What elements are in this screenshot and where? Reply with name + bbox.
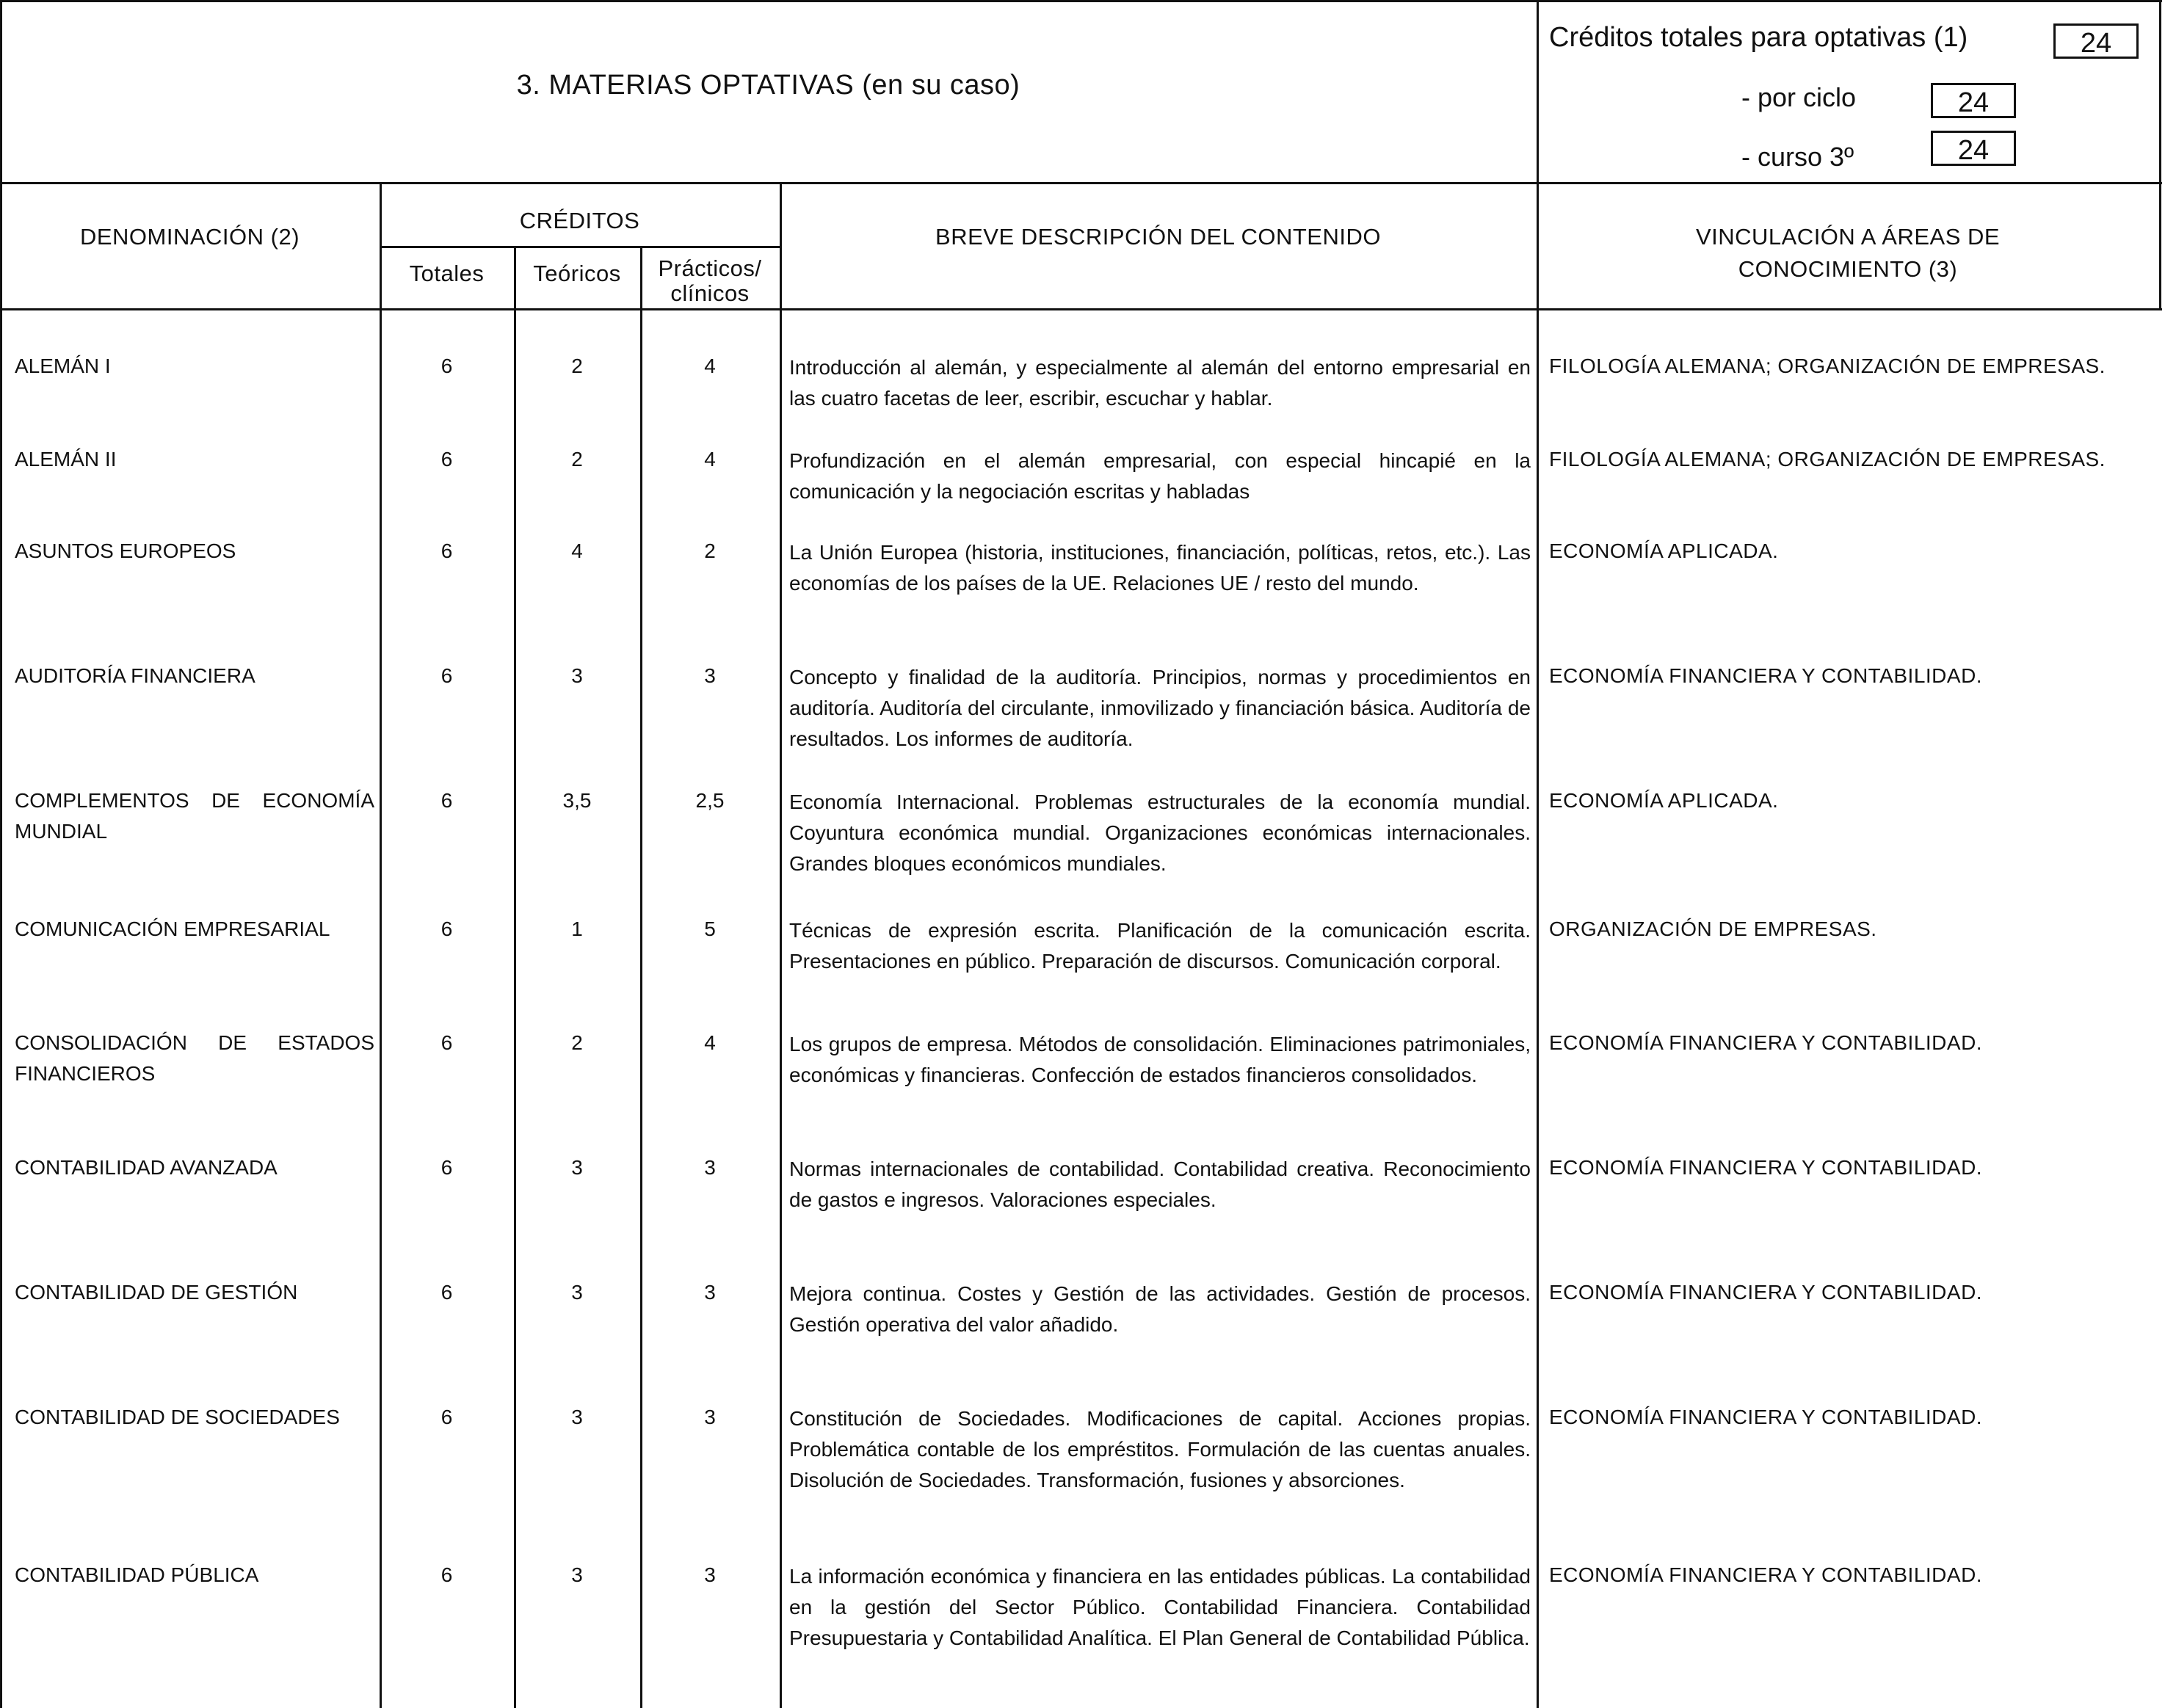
subject-name: COMPLEMENTOS DE ECONOMÍA MUNDIAL — [15, 789, 374, 843]
subject-name: COMUNICACIÓN EMPRESARIAL — [15, 917, 330, 940]
credits-practicos: 4 — [704, 355, 716, 377]
header-teoricos: Teóricos — [533, 261, 621, 286]
credits-practicos: 3 — [704, 1406, 716, 1428]
subject-name: ALEMÁN II — [15, 448, 117, 470]
credits-teoricos: 2 — [571, 355, 583, 377]
knowledge-area: FILOLOGÍA ALEMANA; ORGANIZACIÓN DE EMPRESAS. — [1549, 355, 2106, 377]
title-separator — [0, 182, 2162, 184]
credits-practicos: 4 — [704, 448, 716, 470]
header-creditos: CRÉDITOS — [519, 208, 640, 233]
knowledge-area: FILOLOGÍA ALEMANA; ORGANIZACIÓN DE EMPRESAS. — [1549, 448, 2106, 470]
total-credits-box: 24 — [2053, 23, 2139, 59]
course-box: 24 — [1931, 131, 2016, 166]
credits-totales: 6 — [440, 355, 453, 377]
knowledge-area: ECONOMÍA FINANCIERA Y CONTABILIDAD. — [1549, 1406, 1983, 1428]
credits-practicos: 4 — [704, 1031, 716, 1054]
knowledge-area: ECONOMÍA FINANCIERA Y CONTABILIDAD. — [1549, 1563, 1983, 1586]
subject-name: CONTABILIDAD DE SOCIEDADES — [15, 1406, 340, 1428]
header-totales: Totales — [409, 261, 485, 286]
credits-totales: 6 — [440, 448, 453, 470]
credits-practicos: 3 — [704, 1563, 716, 1586]
section-title: 3. MATERIAS OPTATIVAS (en su caso) — [516, 70, 1020, 101]
per-cycle-box: 24 — [1931, 83, 2016, 118]
credits-totales: 6 — [440, 917, 453, 940]
header-clinicos: clínicos — [670, 280, 750, 306]
credits-totales: 6 — [440, 1563, 453, 1586]
credits-practicos: 3 — [704, 664, 716, 687]
header-denominacion: DENOMINACIÓN (2) — [79, 224, 300, 250]
credits-teoricos: 2 — [571, 448, 583, 470]
credits-teoricos: 4 — [571, 539, 583, 562]
credits-practicos: 2 — [704, 539, 716, 562]
credits-practicos: 3 — [704, 1281, 716, 1304]
credits-practicos: 5 — [704, 917, 716, 940]
total-credits-label: Créditos totales para optativas (1) — [1549, 22, 1968, 53]
column-divider-credits — [780, 182, 782, 1708]
table-right-border — [2159, 0, 2161, 308]
table-left-border — [0, 0, 2, 1708]
credits-totales: 6 — [440, 664, 453, 687]
knowledge-area: ECONOMÍA FINANCIERA Y CONTABILIDAD. — [1549, 1281, 1983, 1304]
credits-teoricos: 3 — [571, 1406, 583, 1428]
credits-subheader-line — [380, 246, 780, 248]
subject-description: Normas internacionales de contabilidad. Contabilidad creativa. Reconocimiento de gastos e ingresos. Valoraciones especiales. — [789, 1158, 1531, 1211]
credits-totales: 6 — [440, 1281, 453, 1304]
subject-description: Introducción al alemán, y especialmente al alemán del entorno empresarial en las cuatro facetas de leer, escribir, escuchar y hablar. — [789, 356, 1531, 410]
credits-practicos: 3 — [704, 1156, 716, 1179]
credits-teoricos: 3,5 — [562, 789, 592, 812]
subject-name: ASUNTOS EUROPEOS — [15, 539, 236, 562]
credits-totales: 6 — [440, 1031, 453, 1054]
subject-name: CONTABILIDAD DE GESTIÓN — [15, 1281, 298, 1304]
subject-name: AUDITORÍA FINANCIERA — [15, 664, 255, 687]
credits-teoricos: 3 — [571, 1156, 583, 1179]
subject-description: Los grupos de empresa. Métodos de consolidación. Eliminaciones patrimoniales, económicas y financieras. Confección de estados financieros consolidados. — [789, 1033, 1531, 1086]
knowledge-area: ECONOMÍA APLICADA. — [1549, 789, 1779, 812]
subject-description: Concepto y finalidad de la auditoría. Principios, normas y procedimientos en auditoría. Auditoría del circulante, inmovilizado y financiación básica. Auditoría de resultados. Los informes de auditoría. — [789, 666, 1531, 750]
credits-teoricos: 3 — [571, 1281, 583, 1304]
header-separator — [0, 308, 2162, 310]
knowledge-area: ECONOMÍA FINANCIERA Y CONTABILIDAD. — [1549, 1031, 1983, 1054]
subject-description: La información económica y financiera en las entidades públicas. La contabilidad en la gestión del Sector Público. Contabilidad Financiera. Contabilidad Presupuestaria y Contabilidad Analítica. El Plan General de Contabilidad Pública. — [789, 1565, 1531, 1649]
subject-description: La Unión Europea (historia, instituciones, financiación, políticas, retos, etc.). Las economías de los países de la UE. Relaciones UE / resto del mundo. — [789, 541, 1531, 595]
subject-description: Técnicas de expresión escrita. Planificación de la comunicación escrita. Presentaciones en público. Preparación de discursos. Comunicación corporal. — [789, 919, 1531, 973]
subject-description: Profundización en el alemán empresarial, con especial hincapié en la comunicación y la negociación escritas y habladas — [789, 449, 1531, 503]
column-divider-name — [380, 182, 382, 1708]
subject-name: CONTABILIDAD PÚBLICA — [15, 1563, 259, 1586]
credits-teoricos: 1 — [571, 917, 583, 940]
knowledge-area: ORGANIZACIÓN DE EMPRESAS. — [1549, 917, 1877, 940]
subject-name: CONSOLIDACIÓN DE ESTADOS FINANCIEROS — [15, 1031, 374, 1085]
course-label: - curso 3º — [1741, 142, 1854, 172]
header-conocimiento: CONOCIMIENTO (3) — [1738, 256, 1958, 282]
header-vinculacion: VINCULACIÓN A ÁREAS DE — [1695, 224, 2001, 250]
subject-description: Constitución de Sociedades. Modificaciones de capital. Acciones propias. Problemática contable de los empréstitos. Formulación de las cuentas anuales. Disolución de Sociedades. Transformación, fusiones y absorciones. — [789, 1407, 1531, 1491]
credits-teoricos: 2 — [571, 1031, 583, 1054]
subject-name: CONTABILIDAD AVANZADA — [15, 1156, 278, 1179]
per-cycle-label: - por ciclo — [1741, 82, 1857, 112]
credits-totales: 6 — [440, 1406, 453, 1428]
header-descripcion: BREVE DESCRIPCIÓN DEL CONTENIDO — [935, 224, 1381, 250]
knowledge-area: ECONOMÍA FINANCIERA Y CONTABILIDAD. — [1549, 1156, 1983, 1179]
credits-totales: 6 — [440, 1156, 453, 1179]
knowledge-area: ECONOMÍA APLICADA. — [1549, 539, 1779, 562]
subject-description: Economía Internacional. Problemas estructurales de la economía mundial. Coyuntura económica mundial. Organizaciones económicas internacionales. Grandes bloques económicos mundiales. — [789, 791, 1531, 875]
table-top-border — [0, 0, 2162, 2]
credits-totales: 6 — [440, 789, 453, 812]
subject-description: Mejora continua. Costes y Gestión de las actividades. Gestión de procesos. Gestión operativa del valor añadido. — [789, 1282, 1531, 1336]
credits-practicos: 2,5 — [695, 789, 725, 812]
header-practicos: Prácticos/ — [658, 255, 762, 281]
subject-name: ALEMÁN I — [15, 355, 111, 377]
credits-teoricos: 3 — [571, 1563, 583, 1586]
credits-teoricos: 3 — [571, 664, 583, 687]
knowledge-area: ECONOMÍA FINANCIERA Y CONTABILIDAD. — [1549, 664, 1983, 687]
credits-totales: 6 — [440, 539, 453, 562]
